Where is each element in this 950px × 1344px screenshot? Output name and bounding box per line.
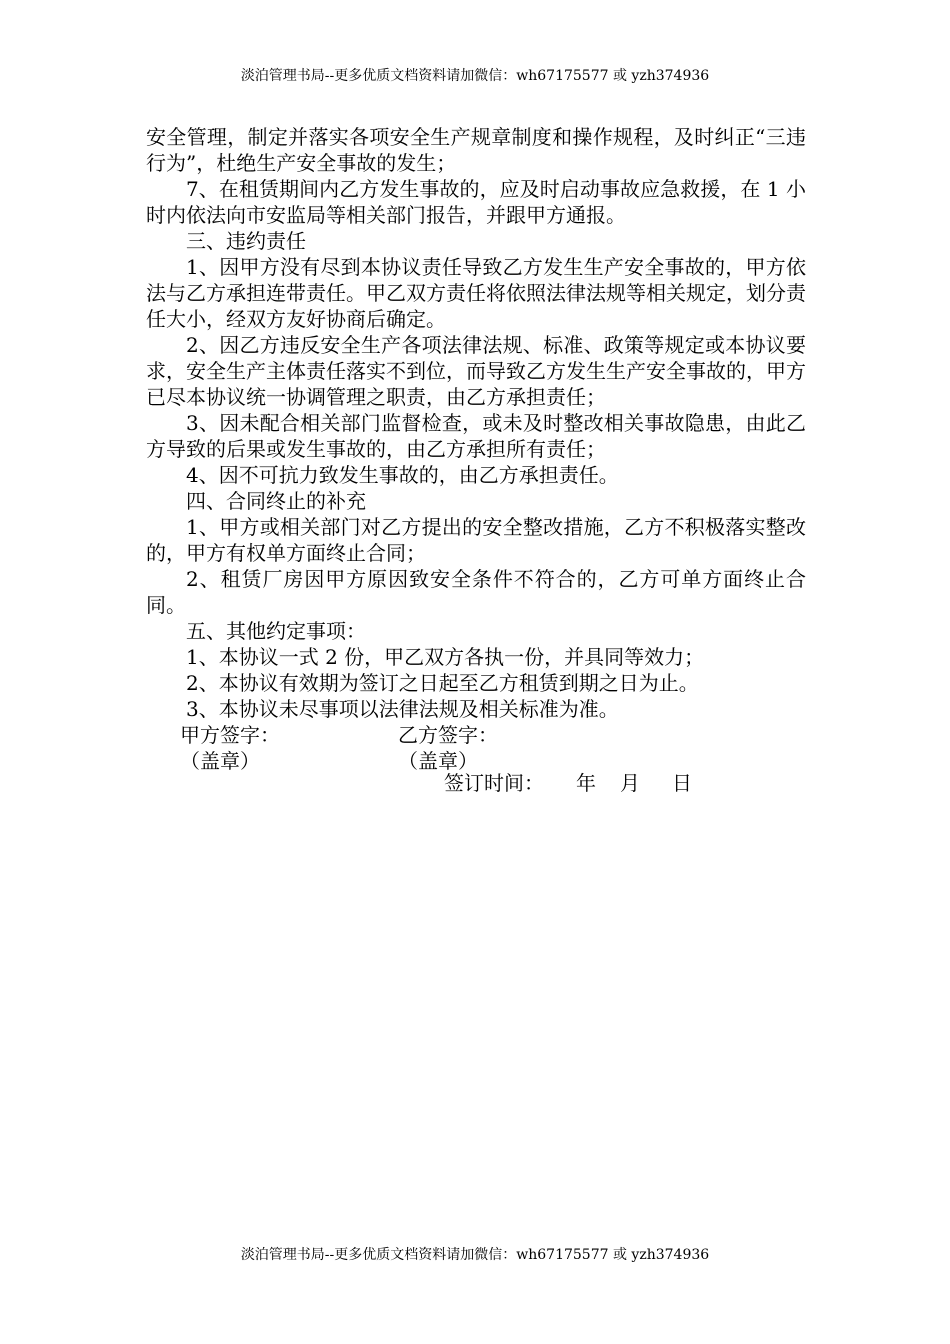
- document-body: [146, 124, 806, 774]
- page-footer: 淡泊管理书局--更多优质文档资料请加微信：wh67175577 或 yzh374936: [240, 1247, 710, 1263]
- signing-date-label: 签订时间：: [444, 771, 544, 795]
- paragraph-termination-1: 1、甲方或相关部门对乙方提出的安全整改措施，乙方不积极落实整改的，甲方有权单方面终止合同；: [146, 515, 806, 565]
- paragraph-breach-1: 1、因甲方没有尽到本协议责任导致乙方发生生产安全事故的，甲方依法与乙方承担连带责任。甲乙双方责任将依照法律法规等相关规定，划分责任大小，经双方友好协商后确定。: [146, 255, 806, 331]
- signing-date-day: 日: [672, 771, 692, 795]
- paragraph-other-1: 1、本协议一式 2 份，甲乙双方各执一份，并具同等效力；: [186, 645, 705, 669]
- paragraph-other-2: 2、本协议有效期为签订之日起至乙方租赁到期之日为止。: [186, 671, 699, 695]
- paragraph-breach-4: 4、因不可抗力致发生事故的，由乙方承担责任。: [186, 463, 619, 487]
- signature-row: [146, 722, 806, 748]
- party-b-seal-label: （盖章）: [398, 749, 478, 773]
- paragraph-other-3: 3、本协议未尽事项以法律法规及相关标准为准。: [186, 697, 619, 721]
- party-a-seal-label: （盖章）: [180, 749, 260, 773]
- page-header: 淡泊管理书局--更多优质文档资料请加微信：wh67175577 或 yzh374936: [240, 68, 710, 84]
- section-heading-breach: 三、违约责任: [186, 229, 306, 253]
- paragraph-breach-2: 2、因乙方违反安全生产各项法律法规、标准、政策等规定或本协议要求，安全生产主体责任落实不到位，而导致乙方发生生产安全事故的，甲方已尽本协议统一协调管理之职责，由乙方承担责任；: [146, 333, 806, 409]
- paragraph-breach-3: 3、因未配合相关部门监督检查，或未及时整改相关事故隐患，由此乙方导致的后果或发生事故的，由乙方承担所有责任；: [146, 411, 806, 461]
- party-a-signature-label: 甲方签字：: [180, 723, 280, 747]
- paragraph-safety-management: 安全管理，制定并落实各项安全生产规章制度和操作规程，及时纠正“三违行为”，杜绝生产安全事故的发生；: [146, 125, 806, 175]
- signing-date-line: [444, 770, 692, 796]
- signing-date-year: 年: [576, 771, 596, 795]
- signing-date-month: 月: [620, 771, 640, 795]
- section-heading-other: 五、其他约定事项：: [186, 619, 366, 643]
- party-b-signature-label: 乙方签字：: [398, 723, 498, 747]
- paragraph-clause-7: 7、在租赁期间内乙方发生事故的，应及时启动事故应急救援，在 1 小时内依法向市安监局等相关部门报告，并跟甲方通报。: [146, 177, 806, 227]
- section-heading-termination: 四、合同终止的补充: [186, 489, 366, 513]
- paragraph-termination-2: 2、租赁厂房因甲方原因致安全条件不符合的，乙方可单方面终止合同。: [146, 567, 806, 617]
